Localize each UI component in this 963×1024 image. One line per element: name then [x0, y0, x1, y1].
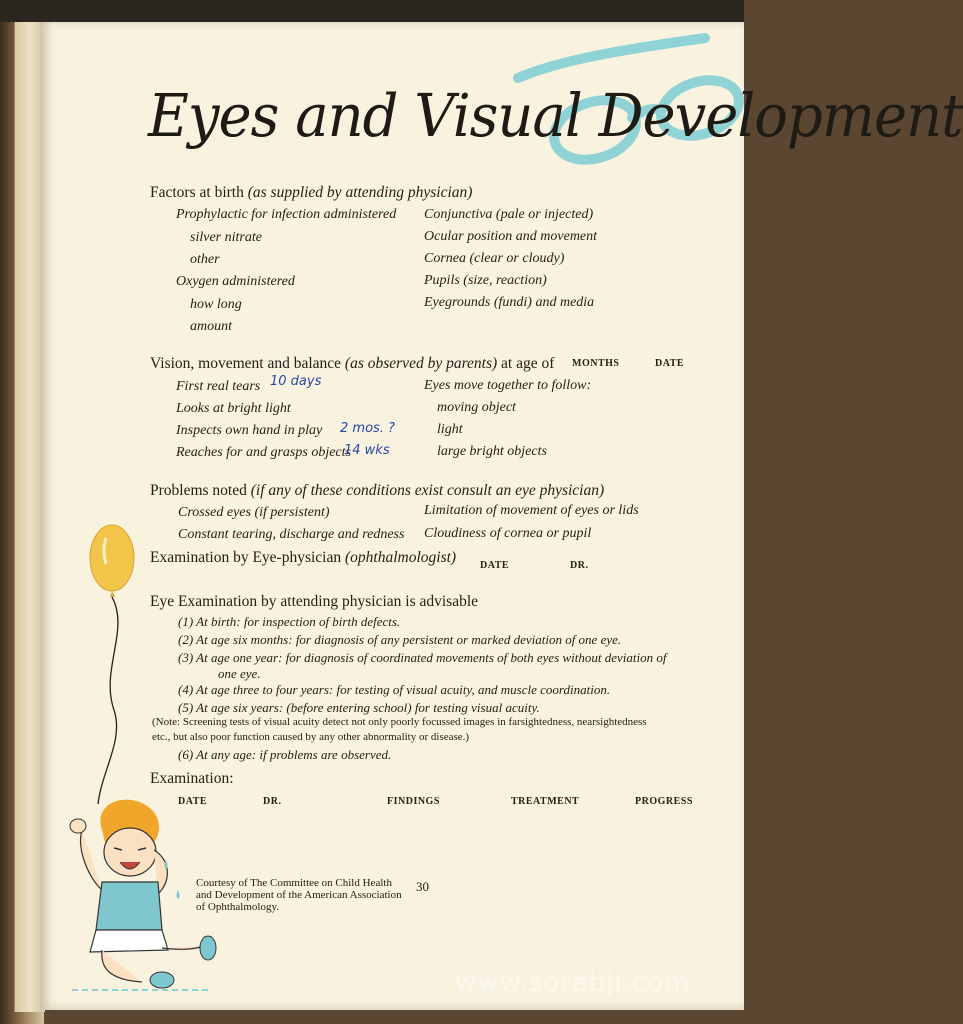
exam-column-header: PROGRESS [635, 796, 693, 807]
problem-item: Crossed eyes (if persistent) [178, 505, 330, 520]
problems-heading: Problems noted (if any of these conditions exist consult an eye physician) [150, 482, 605, 499]
vision-left-item: Reaches for and grasps objects [176, 445, 351, 460]
handwritten-entry: 14 wks [344, 443, 390, 458]
birth-right-item: Pupils (size, reaction) [424, 273, 547, 288]
problem-item: Limitation of movement of eyes or lids [424, 503, 639, 518]
birth-left-item: Prophylactic for infection administered [176, 207, 397, 222]
problem-item: Cloudiness of cornea or pupil [424, 526, 592, 541]
birth-left-item: other [190, 252, 220, 267]
advisable-item: (2) At age six months: for diagnosis of any persistent or marked deviation of one eye. [178, 632, 622, 647]
vision-left-item: Inspects own hand in play [176, 423, 323, 438]
screening-note: etc., but also poor function caused by any other abnormality or disease.) [152, 731, 470, 743]
vision-right-item: moving object [437, 400, 516, 415]
vision-date-label: DATE [655, 358, 685, 369]
vision-left-item: Looks at bright light [176, 401, 291, 416]
advisable-item: (1) At birth: for inspection of birth defects. [178, 614, 401, 629]
physician-date-label: DATE [480, 560, 510, 571]
courtesy-credit: Courtesy of The Committee on Child Health and Development of the American Association of Ophthalmology. [196, 877, 402, 913]
vision-months-label: MONTHS [572, 358, 620, 369]
advisable-item: (5) At age six years: (before entering school) for testing visual acuity. [178, 700, 540, 715]
advisable-heading: Eye Examination by attending physician is advisable [150, 593, 479, 610]
vision-right-item: Eyes move together to follow: [424, 378, 592, 393]
birth-right-item: Ocular position and movement [424, 229, 598, 244]
problem-item: Constant tearing, discharge and redness [178, 527, 405, 542]
page-number: 30 [416, 879, 429, 894]
physician-dr-label: DR. [570, 560, 589, 571]
watermark: www.sorabji.com [455, 968, 691, 998]
scan-top-border [0, 0, 744, 22]
birth-left-item: silver nitrate [190, 230, 262, 245]
birth-heading: Factors at birth (as supplied by attending physician) [150, 184, 473, 201]
birth-left-item: Oxygen administered [176, 274, 295, 289]
eye-physician-heading: Examination by Eye-physician (ophthalmologist) [150, 549, 457, 566]
exam-column-header: DR. [263, 796, 282, 807]
birth-right-item: Conjunctiva (pale or injected) [424, 207, 594, 222]
exam-column-header: TREATMENT [511, 796, 580, 807]
screening-note: (Note: Screening tests of visual acuity detect not only poorly focussed images in farsightedness, nearsightedness [152, 716, 647, 728]
birth-right-item: Eyegrounds (fundi) and media [424, 295, 595, 310]
examination-heading: Examination: [150, 770, 234, 787]
advisable-item: one eye. [218, 666, 261, 681]
vision-right-item: large bright objects [437, 444, 547, 459]
birth-right-item: Cornea (clear or cloudy) [424, 251, 565, 266]
exam-column-header: DATE [178, 796, 208, 807]
handwritten-entry: 10 days [270, 374, 322, 389]
balloon-illustration [80, 520, 150, 810]
page-title: Eyes and Visual Development [148, 82, 963, 151]
vision-heading: Vision, movement and balance (as observed by parents) at age of [150, 355, 555, 372]
advisable-item: (3) At age one year: for diagnosis of coordinated movements of both eyes without deviation of [178, 650, 667, 665]
vision-right-item: light [437, 422, 463, 437]
vision-left-item: First real tears [176, 379, 261, 394]
advisable-item: (4) At age three to four years: for testing of visual acuity, and muscle coordination. [178, 682, 611, 697]
advisable-item: (6) At any age: if problems are observed. [178, 747, 392, 762]
handwritten-entry: 2 mos. ? [340, 421, 395, 436]
exam-column-header: FINDINGS [387, 796, 440, 807]
birth-left-item: how long [190, 297, 242, 312]
birth-left-item: amount [190, 319, 232, 334]
